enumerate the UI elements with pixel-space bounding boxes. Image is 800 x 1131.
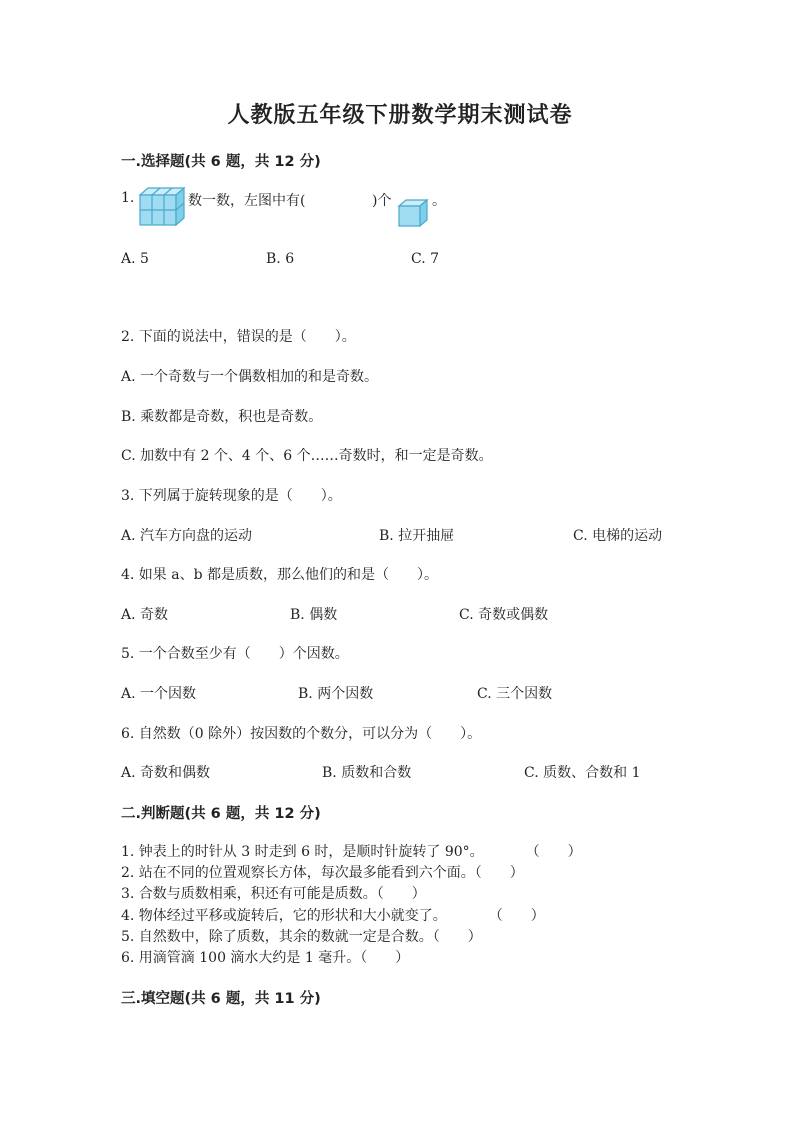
question-stem: 4. 如果 a、b 都是质数，那么他们的和是（ ）。 xyxy=(121,567,439,583)
question-number: 1. xyxy=(121,190,135,206)
option-b[interactable]: B. 6 xyxy=(266,251,295,267)
option-c[interactable]: C. 加数中有 2 个、4 个、6 个……奇数时，和一定是奇数。 xyxy=(121,448,493,464)
option-b[interactable]: B. 乘数都是奇数，积也是奇数。 xyxy=(121,409,323,425)
option-a[interactable]: A. 汽车方向盘的运动 xyxy=(121,528,253,544)
option-c[interactable]: C. 电梯的运动 xyxy=(573,528,663,544)
single-cube-icon xyxy=(397,198,429,228)
option-b[interactable]: B. 拉开抽屉 xyxy=(379,528,455,544)
option-a[interactable]: A. 一个因数 xyxy=(121,686,197,702)
judge-item: 4. 物体经过平移或旋转后，它的形状和大小就变了。 （ ） xyxy=(121,908,545,924)
judge-item: 5. 自然数中，除了质数，其余的数就一定是合数。（ ） xyxy=(121,929,482,945)
question-stem: 2. 下面的说法中，错误的是（ ）。 xyxy=(121,329,356,345)
option-b[interactable]: B. 偶数 xyxy=(290,607,338,623)
option-a[interactable]: A. 5 xyxy=(121,251,149,267)
question-stem: 6. 自然数（0 除外）按因数的个数分，可以分为（ ）。 xyxy=(121,726,482,742)
cube-stack-icon xyxy=(138,187,186,227)
option-c[interactable]: C. 质数、合数和 1 xyxy=(524,765,641,781)
judge-item: 6. 用滴管滴 100 滴水大约是 1 毫升。（ ） xyxy=(121,950,410,966)
option-a[interactable]: A. 一个奇数与一个偶数相加的和是奇数。 xyxy=(121,369,379,385)
option-c[interactable]: C. 7 xyxy=(411,251,440,267)
page-title: 人教版五年级下册数学期末测试卷 xyxy=(227,103,573,128)
section-heading-choice: 一.选择题(共 6 题，共 12 分) xyxy=(121,154,321,170)
question-stem: 5. 一个合数至少有（ ）个因数。 xyxy=(121,646,349,662)
option-c[interactable]: C. 三个因数 xyxy=(477,686,553,702)
option-b[interactable]: B. 质数和合数 xyxy=(322,765,412,781)
option-c[interactable]: C. 奇数或偶数 xyxy=(459,607,549,623)
section-heading-fill: 三.填空题(共 6 题，共 11 分) xyxy=(121,991,321,1007)
judge-item: 2. 站在不同的位置观察长方体，每次最多能看到六个面。（ ） xyxy=(121,865,524,881)
question-stem-tail: )个 xyxy=(372,193,392,209)
option-b[interactable]: B. 两个因数 xyxy=(298,686,374,702)
judge-item: 3. 合数与质数相乘，积还有可能是质数。（ ） xyxy=(121,886,426,902)
question-stem: 3. 下列属于旋转现象的是（ ）。 xyxy=(121,488,342,504)
section-heading-judge: 二.判断题(共 6 题，共 12 分) xyxy=(121,806,321,822)
question-stem: 数一数，左图中有( xyxy=(188,193,306,209)
judge-item: 1. 钟表上的时针从 3 时走到 6 时，是顺时针旋转了 90°。 （ ） xyxy=(121,844,582,860)
option-a[interactable]: A. 奇数 xyxy=(121,607,169,623)
question-stem-end: 。 xyxy=(432,193,446,209)
option-a[interactable]: A. 奇数和偶数 xyxy=(121,765,211,781)
